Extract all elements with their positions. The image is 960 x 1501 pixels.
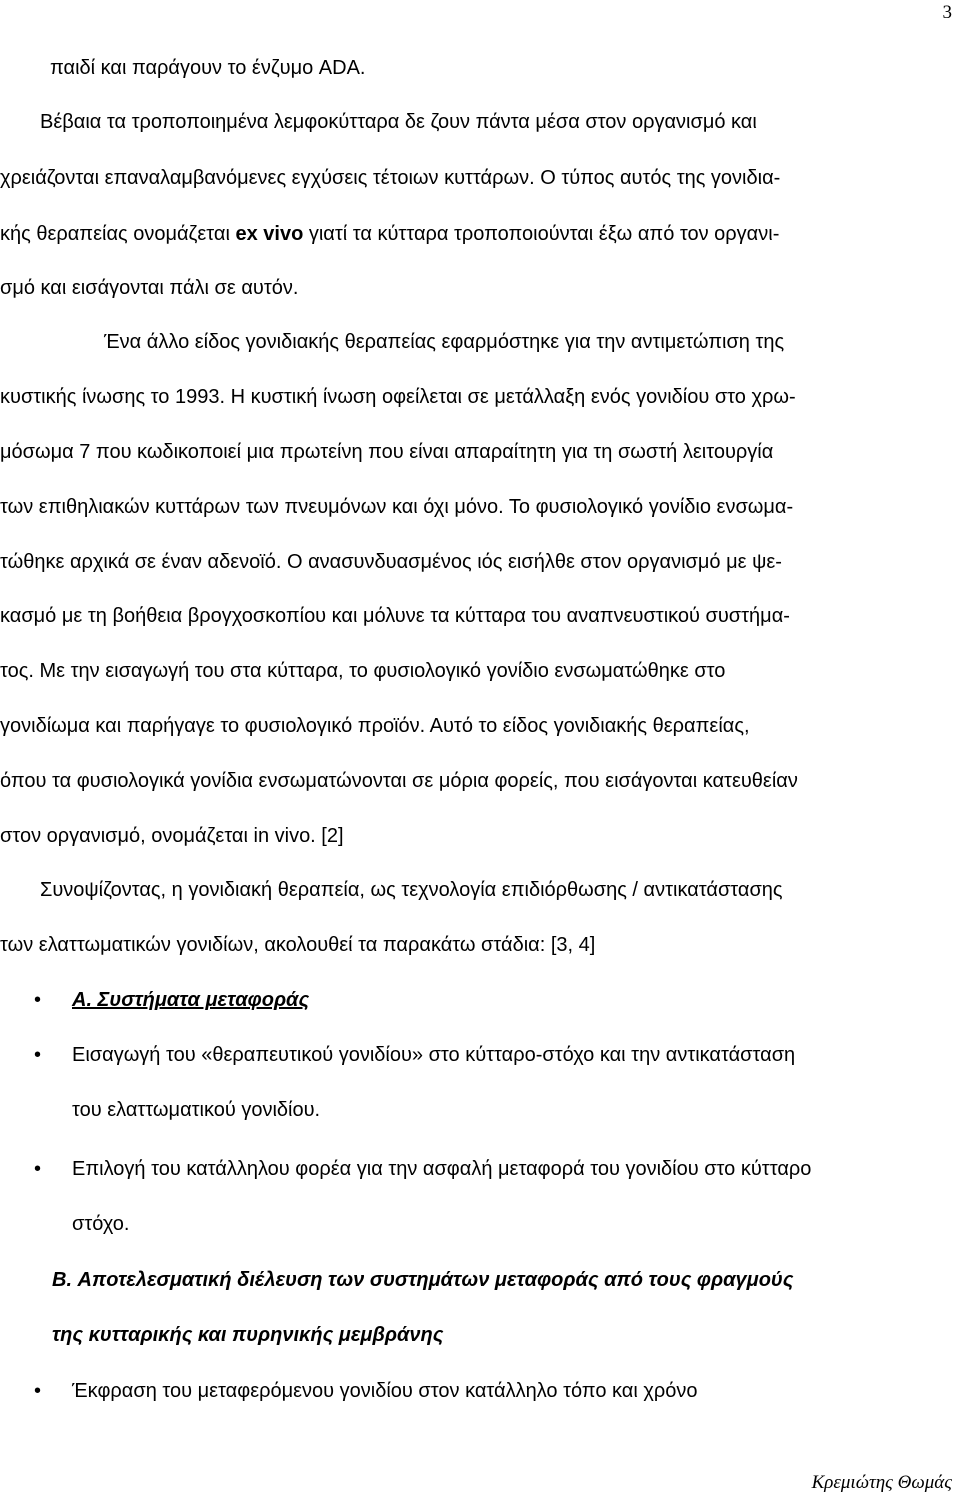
paragraph-line: [0, 222, 779, 246]
list-heading-a: A. Συστήματα μεταφοράς: [72, 989, 310, 1011]
list-item: Επιλογή του κατάλληλου φορέα για την ασφαλή μεταφορά του γονιδίου στο κύτταρο: [72, 1158, 812, 1180]
text-run: κής θεραπείας ονομάζεται: [0, 223, 236, 245]
list-item-continuation: στόχο.: [72, 1213, 130, 1235]
paragraph-line: όπου τα φυσιολογικά γονίδια ενσωματώνονται σε μόρια φορείς, που εισάγονται κατευθείαν: [0, 770, 798, 792]
text-run: γιατί τα κύτταρα τροποποιούνται έξω από τον οργανι-: [303, 223, 780, 245]
bullet-icon: •: [34, 1044, 42, 1066]
paragraph-line: χρειάζονται επαναλαμβανόμενες εγχύσεις τέτοιων κυττάρων. Ο τύπος αυτός της γονιδια-: [0, 167, 781, 189]
paragraph-line: κυστικής ίνωσης το 1993. Η κυστική ίνωση οφείλεται σε μετάλλαξη ενός γονιδίου στο χρω-: [0, 386, 796, 408]
paragraph-line: των επιθηλιακών κυττάρων των πνευμόνων και όχι μόνο. Το φυσιολογικό γονίδιο ενσωμα-: [0, 496, 794, 518]
list-item-continuation: του ελαττωματικού γονιδίου.: [72, 1099, 321, 1121]
paragraph-line: μόσωμα 7 που κωδικοποιεί μια πρωτείνη που είναι απαραίτητη για τη σωστή λειτουργία: [0, 441, 774, 463]
paragraph-line: παιδί και παράγουν το ένζυμο ADA.: [50, 57, 366, 79]
list-item: Εισαγωγή του «θεραπευτικού γονιδίου» στο κύτταρο-στόχο και την αντικατάσταση: [72, 1044, 796, 1066]
paragraph-line: των ελαττωματικών γονιδίων, ακολουθεί τα παρακάτω στάδια: [3, 4]: [0, 934, 596, 956]
list-heading-b-continuation: της κυτταρικής και πυρηνικής μεμβράνης: [52, 1324, 444, 1346]
paragraph-line: τος. Με την εισαγωγή του στα κύτταρα, το φυσιολογικό γονίδιο ενσωματώθηκε στο: [0, 660, 726, 682]
list-item: Έκφραση του μεταφερόμενου γονιδίου στον κατάλληλο τόπο και χρόνο: [72, 1380, 698, 1402]
bullet-icon: •: [34, 1380, 42, 1402]
paragraph-line: κασμό με τη βοήθεια βρογχοσκοπίου και μόλυνε τα κύτταρα του αναπνευστικού συστήμα-: [0, 605, 790, 627]
paragraph-line: Βέβαια τα τροποποιημένα λεμφοκύτταρα δε ζουν πάντα μέσα στον οργανισμό και: [40, 111, 757, 133]
paragraph-line: στον οργανισμό, ονομάζεται in vivo. [2]: [0, 825, 344, 847]
page-number: 3: [942, 2, 952, 23]
paragraph-line: Ένα άλλο είδος γονιδιακής θεραπείας εφαρμόστηκε για την αντιμετώπιση της: [104, 331, 785, 353]
bullet-icon: •: [34, 1158, 42, 1180]
footer-author: Κρεμιώτης Θωμάς: [811, 1472, 952, 1493]
bullet-icon: •: [34, 989, 42, 1011]
paragraph-line: γονιδίωμα και παρήγαγε το φυσιολογικό προϊόν. Αυτό το είδος γονιδιακής θεραπείας,: [0, 715, 750, 737]
paragraph-line: Συνοψίζοντας, η γονιδιακή θεραπεία, ως τεχνολογία επιδιόρθωσης / αντικατάστασης: [40, 879, 783, 901]
list-heading-b: B. Αποτελεσματική διέλευση των συστημάτων μεταφοράς από τους φραγμούς: [52, 1269, 794, 1291]
paragraph-line: σμό και εισάγονται πάλι σε αυτόν.: [0, 277, 299, 299]
paragraph-line: τώθηκε αρχικά σε έναν αδενοϊό. Ο ανασυνδυασμένος ιός εισήλθε στον οργανισμό με ψε-: [0, 551, 782, 573]
term-ex-vivo: ex vivo: [235, 223, 304, 245]
